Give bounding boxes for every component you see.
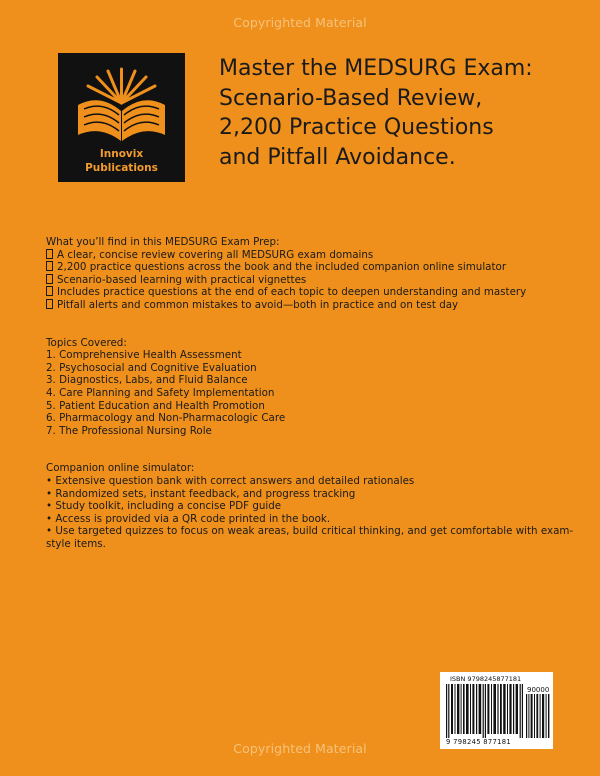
title-line: 2,200 Practice Questions (219, 115, 494, 140)
open-book-icon (70, 63, 173, 145)
topic-item: 7. The Professional Nursing Role (46, 424, 212, 437)
topic-item: 2. Psychosocial and Cognitive Evaluation (46, 361, 257, 374)
isbn-barcode (440, 672, 553, 749)
topic-item: 4. Care Planning and Safety Implementation (46, 386, 275, 399)
box-bullet-icon (46, 299, 53, 309)
watermark-top: Copyrighted Material (233, 15, 367, 30)
isbn-label: ISBN 9798245877181 (450, 675, 522, 683)
feature-item: Pitfall alerts and common mistakes to avoid—both in practice and on test day (46, 299, 566, 312)
feature-item: 2,200 practice questions across the book and the included companion online simulator (46, 261, 566, 274)
book-title (219, 54, 589, 172)
title-line: Scenario-Based Review, (219, 85, 483, 111)
simulator-item: • Access is provided via a QR code printed in the book. (46, 512, 331, 525)
simulator-item: • Randomized sets, instant feedback, and progress tracking (46, 487, 356, 500)
title-line: and Pitfall Avoidance. (219, 144, 456, 170)
feature-item: Scenario-based learning with practical vignettes (46, 274, 566, 287)
simulator-item: • Extensive question bank with correct answers and detailed rationales (46, 474, 415, 487)
simulator-item: • Study toolkit, including a concise PDF guide (46, 500, 282, 513)
feature-item: Includes practice questions at the end of each topic to deepen understanding and mastery (46, 286, 566, 299)
barcode-icon (446, 684, 526, 738)
price-code: 90000 (527, 686, 550, 694)
features-heading: What you’ll find in this MEDSURG Exam Prep: (46, 236, 280, 248)
back-cover-description (46, 236, 574, 550)
topic-item: 1. Comprehensive Health Assessment (46, 349, 242, 362)
topics-heading: Topics Covered: (46, 336, 127, 349)
box-bullet-icon (46, 261, 53, 271)
title-line: Master the MEDSURG Exam: (219, 56, 533, 81)
box-bullet-icon (46, 274, 53, 284)
box-bullet-icon (46, 249, 53, 259)
simulator-item: style items. (46, 537, 106, 550)
logo-text-line-1: Innovix (99, 148, 144, 160)
topic-item: 3. Diagnostics, Labs, and Fluid Balance (46, 374, 248, 387)
simulator-item: • Use targeted quizzes to focus on weak areas, build critical thinking, and get comfortable with exam- (46, 525, 574, 538)
watermark-bottom: Copyrighted Material (233, 741, 367, 756)
publisher-logo (58, 53, 185, 182)
price-barcode-icon (526, 694, 550, 738)
feature-item: A clear, concise review covering all MEDSURG exam domains (46, 249, 566, 262)
box-bullet-icon (46, 286, 53, 296)
topic-item: 6. Pharmacology and Non-Pharmacologic Care (46, 412, 286, 425)
simulator-heading: Companion online simulator: (46, 462, 195, 475)
topic-item: 5. Patient Education and Health Promotion (46, 399, 265, 412)
logo-text-line-2: Publications (85, 162, 158, 174)
barcode-digits: 9 798245 877181 (446, 738, 512, 746)
